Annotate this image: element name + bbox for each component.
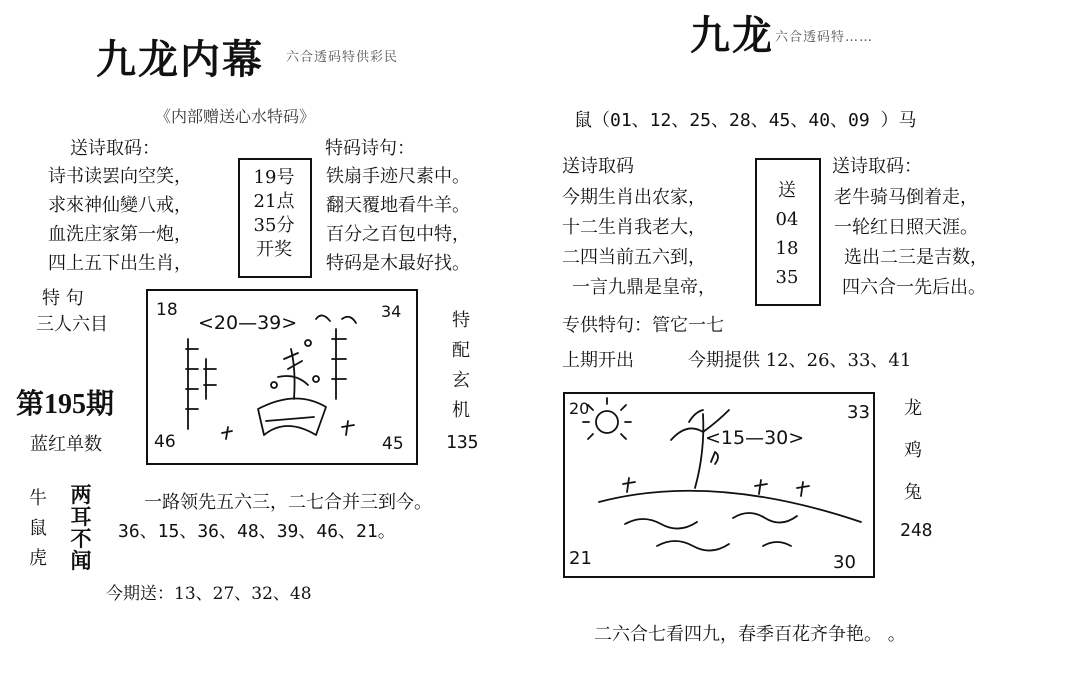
poem-line: 求來神仙變八戒， xyxy=(48,195,192,216)
poem-line: 诗书读罢向空笑， xyxy=(48,166,192,187)
poem-line: 二四当前五六到， xyxy=(562,247,706,268)
vertical-char: 配 xyxy=(452,340,470,361)
send-box-line: 18 xyxy=(775,238,799,259)
right-this-issue: 今期提供 12、26、33、41 xyxy=(688,350,912,371)
right-special: 专供特句：管它一七 xyxy=(562,315,724,336)
poem-line: 四上五下出生肖， xyxy=(48,253,192,274)
draw-time-line: 开奖 xyxy=(256,239,292,260)
animal-char: 龙 xyxy=(904,398,922,419)
poem-line: 十二生肖我老大， xyxy=(562,217,706,238)
vertical-char: 玄 xyxy=(452,370,470,391)
left-animals xyxy=(26,484,50,574)
sketch-corner-br: 30 xyxy=(833,552,856,573)
sketch-corner-tr: 33 xyxy=(847,402,870,423)
poem-line: 翻天覆地看牛羊。 xyxy=(326,195,470,216)
poem-line: 铁扇手迹尺素中。 xyxy=(326,166,470,187)
animal-char: 鼠 xyxy=(29,518,47,539)
send-box-line: 04 xyxy=(775,209,799,230)
vertical-char: 机 xyxy=(452,400,470,421)
left-sketch xyxy=(146,289,418,465)
left-right-number: 135 xyxy=(446,432,479,453)
left-inner-title: 《内部赠送心水特码》 xyxy=(155,107,316,126)
animal-char: 鸡 xyxy=(904,440,922,461)
left-poem-b-label: 特码诗句： xyxy=(325,138,415,159)
left-verse: 一路领先五六三，二七合并三到今。 xyxy=(144,492,432,513)
idiom-char: 耳 xyxy=(70,504,92,529)
idiom-char: 闻 xyxy=(70,548,92,573)
right-poem-a xyxy=(562,183,716,303)
send-box-line: 送 xyxy=(778,180,796,201)
sketch-corner-bl: 46 xyxy=(154,432,176,452)
left-poem-b xyxy=(326,162,470,278)
sketch-corner-tr: 34 xyxy=(381,302,402,321)
idiom-char: 两 xyxy=(70,482,92,507)
send-box-content xyxy=(755,176,819,292)
right-sketch xyxy=(563,392,875,578)
poem-line: 老牛骑马倒着走， xyxy=(834,187,978,208)
special-text: 三人六目 xyxy=(36,314,108,335)
poem-line: 特码是木最好找。 xyxy=(326,253,470,274)
right-poem-b xyxy=(834,183,988,303)
right-animals xyxy=(898,388,928,514)
sketch-corner-tl: 18 xyxy=(156,300,178,320)
draw-time xyxy=(238,166,310,262)
draw-time-line: 35分 xyxy=(253,215,295,236)
poem-line: 一轮红日照天涯。 xyxy=(834,217,978,238)
issue-number: 第195期 xyxy=(16,389,115,420)
poem-line: 选出二三是吉数， xyxy=(844,247,988,268)
left-title: 九龙内幕 xyxy=(96,36,264,83)
animal-char: 兔 xyxy=(904,482,922,503)
left-poem-a xyxy=(48,162,192,278)
send-box-line: 35 xyxy=(775,267,799,288)
poem-line: 今期生肖出农家， xyxy=(562,187,706,208)
right-footer: 二六合七看四九，春季百花齐争艳。 。 xyxy=(594,624,906,645)
right-last-issue-label: 上期开出 xyxy=(562,350,634,371)
poem-line: 百分之百包中特， xyxy=(326,224,470,245)
idiom-char: 不 xyxy=(70,526,92,551)
sketch-range: <15—30> xyxy=(705,427,805,449)
poem-line: 血洗庄家第一炮， xyxy=(48,224,192,245)
sketch-range: <20—39> xyxy=(198,312,298,334)
poem-line: 一言九鼎是皇帝， xyxy=(572,277,716,298)
left-this-issue: 今期送：13、27、32、48 xyxy=(106,584,312,604)
draw-time-line: 19号 xyxy=(253,167,295,188)
left-right-vertical xyxy=(446,306,476,426)
vertical-char: 特 xyxy=(452,310,470,331)
sketch-corner-bl: 21 xyxy=(569,548,592,569)
left-numbers-line: 36、15、36、48、39、46、21。 xyxy=(118,521,396,542)
animal-char: 牛 xyxy=(29,488,47,509)
sketch-corner-br: 45 xyxy=(382,434,404,454)
sketch-corner-tl: 20 xyxy=(569,399,590,418)
right-poem-b-label: 送诗取码： xyxy=(832,156,922,177)
left-idiom xyxy=(66,484,96,572)
right-number: 248 xyxy=(900,520,933,541)
left-poem-a-label: 送诗取码： xyxy=(70,138,160,159)
right-title: 九龙 xyxy=(690,12,774,59)
color-label: 蓝红单数 xyxy=(30,434,102,455)
poem-line: 四六合一先后出。 xyxy=(842,277,986,298)
right-title-sub: 六合透码特…… xyxy=(775,30,874,45)
animal-char: 虎 xyxy=(29,548,47,569)
right-poem-a-label: 送诗取码 xyxy=(562,156,634,177)
left-title-sub: 六合透码特供彩民 xyxy=(286,50,399,65)
special-label: 特 句 xyxy=(42,288,84,309)
sketch-drawing xyxy=(583,398,861,551)
draw-time-line: 21点 xyxy=(253,191,295,212)
right-zodiac-line: 鼠（01、12、25、28、45、40、09 ）马 xyxy=(574,110,917,131)
